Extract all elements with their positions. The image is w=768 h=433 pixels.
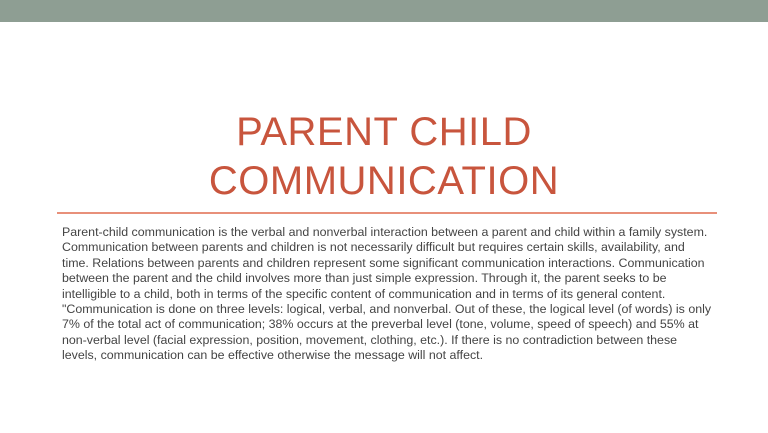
slide-title-line-2: COMMUNICATION bbox=[208, 159, 560, 203]
slide-body-text: Parent-child communication is the verbal and nonverbal interaction between a parent and child within a family system. Communication between parents and children is not necessarily difficult but requires certain skills, availability, and time. Relations between parents and children represent some significant communication interactions. Communication between the parent and the child involves more than just simple expression. Through it, the parent seeks to be intelligible to a child, both in terms of the specific content of communication and in terms of its general content. "Communication is done on three levels: logical, verbal, and nonverbal. Out of these, the logical level (of words) is only 7% of the total act of communication; 38% occurs at the preverbal level (tone, volume, speed of speech) and 55% at non-verbal level (facial expression, position, movement, clothing, etc.). If there is no contradiction between these levels, communication can be effective otherwise the message will not affect. bbox=[62, 225, 712, 363]
title-divider bbox=[57, 212, 717, 214]
top-band bbox=[0, 0, 768, 22]
slide-title-line-1: PARENT CHILD bbox=[236, 110, 532, 154]
slide-title bbox=[60, 108, 708, 206]
